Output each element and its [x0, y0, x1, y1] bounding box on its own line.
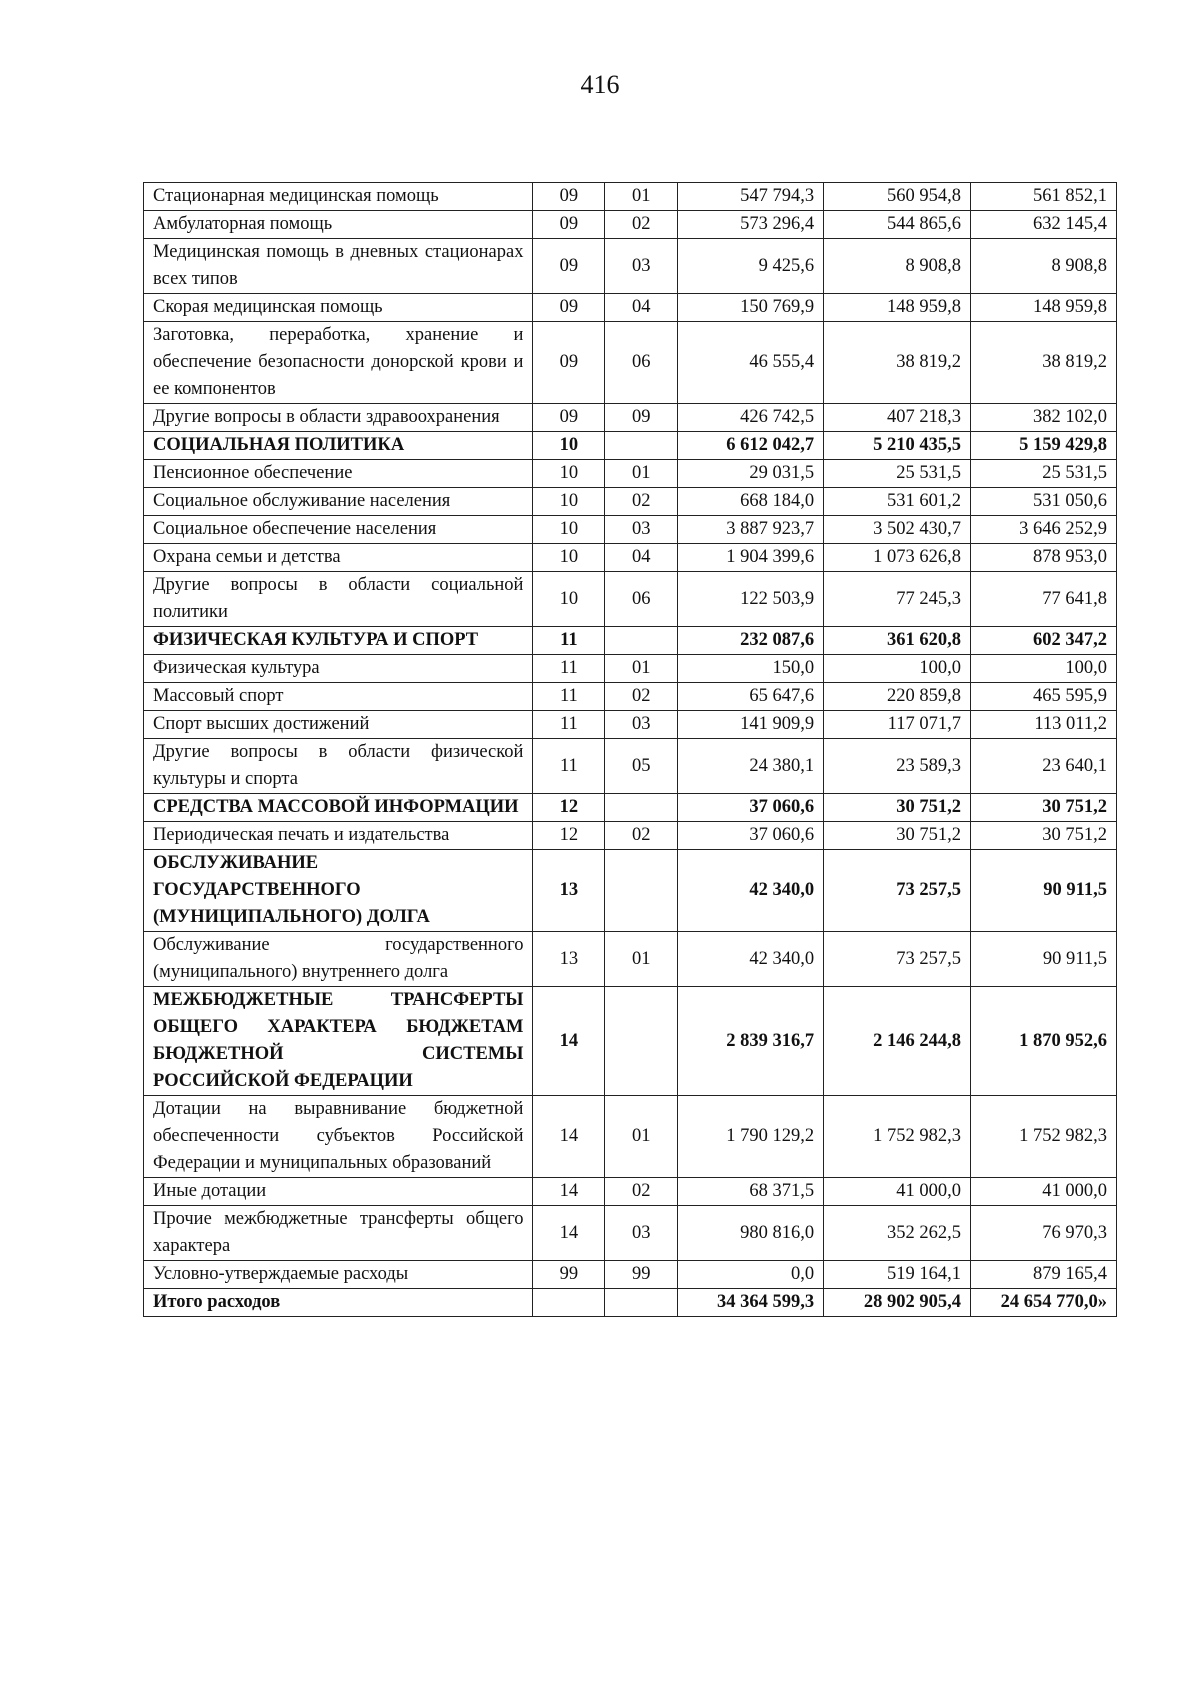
amount-year-2-cell: 38 819,2	[824, 322, 971, 404]
item-name-cell: Другие вопросы в области здравоохранения	[144, 404, 533, 432]
section-code-cell: 09	[533, 211, 605, 239]
item-name-cell: Социальное обеспечение населения	[144, 516, 533, 544]
subsection-code-cell: 99	[605, 1261, 678, 1289]
table-row	[144, 1178, 1117, 1206]
amount-year-3-cell: 531 050,6	[971, 488, 1117, 516]
amount-year-1-cell: 426 742,5	[678, 404, 824, 432]
subsection-code-cell: 04	[605, 544, 678, 572]
subsection-code-cell: 06	[605, 322, 678, 404]
section-code-cell: 09	[533, 183, 605, 211]
amount-year-1-cell: 42 340,0	[678, 932, 824, 987]
subsection-code-cell: 01	[605, 932, 678, 987]
item-name-cell: Спорт высших достижений	[144, 711, 533, 739]
section-total-row	[144, 850, 1117, 932]
item-name-cell: ФИЗИЧЕСКАЯ КУЛЬТУРА И СПОРТ	[144, 627, 533, 655]
amount-year-1-cell: 1 790 129,2	[678, 1096, 824, 1178]
section-code-cell: 11	[533, 739, 605, 794]
section-code-cell: 10	[533, 572, 605, 627]
amount-year-2-cell: 25 531,5	[824, 460, 971, 488]
item-name-cell: ОБСЛУЖИВАНИЕ ГОСУДАРСТВЕННОГО (МУНИЦИПАЛЬНОГО) ДОЛГА	[144, 850, 533, 932]
table-row	[144, 655, 1117, 683]
amount-year-3-cell: 76 970,3	[971, 1206, 1117, 1261]
amount-year-2-cell: 117 071,7	[824, 711, 971, 739]
amount-year-3-cell: 3 646 252,9	[971, 516, 1117, 544]
budget-table-body	[144, 183, 1117, 1317]
item-name-cell: Стационарная медицинская помощь	[144, 183, 533, 211]
item-name-cell: Итого расходов	[144, 1289, 533, 1317]
amount-year-3-cell: 879 165,4	[971, 1261, 1117, 1289]
amount-year-1-cell: 37 060,6	[678, 822, 824, 850]
section-code-cell: 99	[533, 1261, 605, 1289]
item-name-cell: Амбулаторная помощь	[144, 211, 533, 239]
amount-year-3-cell: 382 102,0	[971, 404, 1117, 432]
section-code-cell: 09	[533, 294, 605, 322]
section-code-cell: 11	[533, 683, 605, 711]
amount-year-3-cell: 1 870 952,6	[971, 987, 1117, 1096]
item-name-cell: Другие вопросы в области социальной политики	[144, 572, 533, 627]
amount-year-3-cell: 77 641,8	[971, 572, 1117, 627]
section-code-cell: 09	[533, 322, 605, 404]
amount-year-1-cell: 150 769,9	[678, 294, 824, 322]
amount-year-2-cell: 531 601,2	[824, 488, 971, 516]
amount-year-1-cell: 29 031,5	[678, 460, 824, 488]
subsection-code-cell: 02	[605, 488, 678, 516]
amount-year-1-cell: 3 887 923,7	[678, 516, 824, 544]
item-name-cell: Дотации на выравнивание бюджетной обеспеченности субъектов Российской Федерации и муниципальных образований	[144, 1096, 533, 1178]
amount-year-2-cell: 148 959,8	[824, 294, 971, 322]
amount-year-3-cell: 25 531,5	[971, 460, 1117, 488]
item-name-cell: Заготовка, переработка, хранение и обеспечение безопасности донорской крови и ее компонентов	[144, 322, 533, 404]
item-name-cell: СОЦИАЛЬНАЯ ПОЛИТИКА	[144, 432, 533, 460]
subsection-code-cell: 06	[605, 572, 678, 627]
amount-year-1-cell: 141 909,9	[678, 711, 824, 739]
subsection-code-cell: 01	[605, 1096, 678, 1178]
amount-year-2-cell: 2 146 244,8	[824, 987, 971, 1096]
amount-year-2-cell: 30 751,2	[824, 794, 971, 822]
subsection-code-cell	[605, 794, 678, 822]
item-name-cell: Физическая культура	[144, 655, 533, 683]
amount-year-2-cell: 352 262,5	[824, 1206, 971, 1261]
section-code-cell: 14	[533, 1178, 605, 1206]
item-name-cell: Другие вопросы в области физической культуры и спорта	[144, 739, 533, 794]
amount-year-2-cell: 73 257,5	[824, 850, 971, 932]
amount-year-2-cell: 77 245,3	[824, 572, 971, 627]
amount-year-1-cell: 573 296,4	[678, 211, 824, 239]
section-total-row	[144, 987, 1117, 1096]
table-row	[144, 294, 1117, 322]
amount-year-1-cell: 37 060,6	[678, 794, 824, 822]
section-code-cell: 11	[533, 655, 605, 683]
table-row	[144, 544, 1117, 572]
amount-year-2-cell: 73 257,5	[824, 932, 971, 987]
table-row	[144, 211, 1117, 239]
amount-year-1-cell: 46 555,4	[678, 322, 824, 404]
amount-year-2-cell: 30 751,2	[824, 822, 971, 850]
section-code-cell: 12	[533, 794, 605, 822]
subsection-code-cell: 03	[605, 1206, 678, 1261]
amount-year-2-cell: 3 502 430,7	[824, 516, 971, 544]
amount-year-3-cell: 90 911,5	[971, 850, 1117, 932]
section-code-cell: 10	[533, 488, 605, 516]
section-code-cell: 12	[533, 822, 605, 850]
amount-year-1-cell: 34 364 599,3	[678, 1289, 824, 1317]
section-code-cell: 10	[533, 460, 605, 488]
amount-year-3-cell: 30 751,2	[971, 822, 1117, 850]
section-code-cell: 10	[533, 516, 605, 544]
amount-year-1-cell: 0,0	[678, 1261, 824, 1289]
amount-year-3-cell: 878 953,0	[971, 544, 1117, 572]
amount-year-1-cell: 232 087,6	[678, 627, 824, 655]
amount-year-3-cell: 100,0	[971, 655, 1117, 683]
amount-year-1-cell: 65 647,6	[678, 683, 824, 711]
item-name-cell: СРЕДСТВА МАССОВОЙ ИНФОРМАЦИИ	[144, 794, 533, 822]
item-name-cell: Охрана семьи и детства	[144, 544, 533, 572]
table-row	[144, 183, 1117, 211]
amount-year-2-cell: 28 902 905,4	[824, 1289, 971, 1317]
amount-year-2-cell: 1 752 982,3	[824, 1096, 971, 1178]
amount-year-3-cell: 632 145,4	[971, 211, 1117, 239]
table-row	[144, 683, 1117, 711]
page-number: 416	[580, 70, 620, 99]
subsection-code-cell: 03	[605, 711, 678, 739]
amount-year-2-cell: 1 073 626,8	[824, 544, 971, 572]
item-name-cell: МЕЖБЮДЖЕТНЫЕ ТРАНСФЕРТЫ ОБЩЕГО ХАРАКТЕРА БЮДЖЕТАМ БЮДЖЕТНОЙ СИСТЕМЫ РОССИЙСКОЙ ФЕДЕРАЦИИ	[144, 987, 533, 1096]
section-code-cell: 14	[533, 987, 605, 1096]
amount-year-1-cell: 6 612 042,7	[678, 432, 824, 460]
subsection-code-cell	[605, 627, 678, 655]
item-name-cell: Медицинская помощь в дневных стационарах всех типов	[144, 239, 533, 294]
amount-year-2-cell: 23 589,3	[824, 739, 971, 794]
amount-year-2-cell: 361 620,8	[824, 627, 971, 655]
section-total-row	[144, 794, 1117, 822]
amount-year-2-cell: 5 210 435,5	[824, 432, 971, 460]
subsection-code-cell	[605, 850, 678, 932]
subsection-code-cell: 01	[605, 460, 678, 488]
section-total-row	[144, 627, 1117, 655]
amount-year-3-cell: 465 595,9	[971, 683, 1117, 711]
amount-year-3-cell: 8 908,8	[971, 239, 1117, 294]
amount-year-2-cell: 560 954,8	[824, 183, 971, 211]
section-total-row	[144, 432, 1117, 460]
amount-year-3-cell: 561 852,1	[971, 183, 1117, 211]
section-code-cell: 09	[533, 404, 605, 432]
section-code-cell	[533, 1289, 605, 1317]
section-code-cell: 13	[533, 850, 605, 932]
amount-year-1-cell: 150,0	[678, 655, 824, 683]
amount-year-1-cell: 668 184,0	[678, 488, 824, 516]
amount-year-2-cell: 407 218,3	[824, 404, 971, 432]
amount-year-1-cell: 980 816,0	[678, 1206, 824, 1261]
amount-year-3-cell: 30 751,2	[971, 794, 1117, 822]
item-name-cell: Иные дотации	[144, 1178, 533, 1206]
subsection-code-cell: 01	[605, 183, 678, 211]
amount-year-3-cell: 602 347,2	[971, 627, 1117, 655]
amount-year-1-cell: 122 503,9	[678, 572, 824, 627]
amount-year-2-cell: 220 859,8	[824, 683, 971, 711]
section-code-cell: 14	[533, 1096, 605, 1178]
amount-year-3-cell: 148 959,8	[971, 294, 1117, 322]
subsection-code-cell	[605, 1289, 678, 1317]
table-row	[144, 1096, 1117, 1178]
item-name-cell: Скорая медицинская помощь	[144, 294, 533, 322]
section-total-row	[144, 1289, 1117, 1317]
subsection-code-cell: 03	[605, 516, 678, 544]
item-name-cell: Пенсионное обеспечение	[144, 460, 533, 488]
amount-year-2-cell: 100,0	[824, 655, 971, 683]
budget-expenditure-table	[143, 182, 1117, 1317]
item-name-cell: Условно-утверждаемые расходы	[144, 1261, 533, 1289]
section-code-cell: 10	[533, 432, 605, 460]
section-code-cell: 11	[533, 627, 605, 655]
table-row	[144, 711, 1117, 739]
amount-year-3-cell: 113 011,2	[971, 711, 1117, 739]
table-row	[144, 1206, 1117, 1261]
amount-year-2-cell: 544 865,6	[824, 211, 971, 239]
subsection-code-cell: 02	[605, 211, 678, 239]
table-row	[144, 572, 1117, 627]
amount-year-3-cell: 38 819,2	[971, 322, 1117, 404]
section-code-cell: 14	[533, 1206, 605, 1261]
table-row	[144, 322, 1117, 404]
subsection-code-cell: 01	[605, 655, 678, 683]
amount-year-1-cell: 1 904 399,6	[678, 544, 824, 572]
subsection-code-cell: 02	[605, 683, 678, 711]
section-code-cell: 11	[533, 711, 605, 739]
subsection-code-cell: 09	[605, 404, 678, 432]
amount-year-1-cell: 9 425,6	[678, 239, 824, 294]
amount-year-3-cell: 1 752 982,3	[971, 1096, 1117, 1178]
table-row	[144, 488, 1117, 516]
amount-year-2-cell: 519 164,1	[824, 1261, 971, 1289]
amount-year-3-cell: 90 911,5	[971, 932, 1117, 987]
item-name-cell: Периодическая печать и издательства	[144, 822, 533, 850]
amount-year-3-cell: 41 000,0	[971, 1178, 1117, 1206]
table-row	[144, 739, 1117, 794]
amount-year-1-cell: 24 380,1	[678, 739, 824, 794]
subsection-code-cell: 02	[605, 822, 678, 850]
amount-year-1-cell: 68 371,5	[678, 1178, 824, 1206]
item-name-cell: Социальное обслуживание населения	[144, 488, 533, 516]
subsection-code-cell	[605, 987, 678, 1096]
amount-year-1-cell: 2 839 316,7	[678, 987, 824, 1096]
subsection-code-cell: 03	[605, 239, 678, 294]
table-row	[144, 239, 1117, 294]
section-code-cell: 13	[533, 932, 605, 987]
table-row	[144, 1261, 1117, 1289]
amount-year-3-cell: 23 640,1	[971, 739, 1117, 794]
item-name-cell: Массовый спорт	[144, 683, 533, 711]
amount-year-3-cell: 5 159 429,8	[971, 432, 1117, 460]
amount-year-1-cell: 547 794,3	[678, 183, 824, 211]
table-row	[144, 822, 1117, 850]
table-row	[144, 932, 1117, 987]
amount-year-2-cell: 8 908,8	[824, 239, 971, 294]
subsection-code-cell	[605, 432, 678, 460]
subsection-code-cell: 02	[605, 1178, 678, 1206]
section-code-cell: 10	[533, 544, 605, 572]
amount-year-2-cell: 41 000,0	[824, 1178, 971, 1206]
amount-year-3-cell: 24 654 770,0»	[971, 1289, 1117, 1317]
subsection-code-cell: 05	[605, 739, 678, 794]
table-row	[144, 404, 1117, 432]
subsection-code-cell: 04	[605, 294, 678, 322]
item-name-cell: Прочие межбюджетные трансферты общего характера	[144, 1206, 533, 1261]
table-row	[144, 460, 1117, 488]
table-row	[144, 516, 1117, 544]
amount-year-1-cell: 42 340,0	[678, 850, 824, 932]
item-name-cell: Обслуживание государственного (муниципального) внутреннего долга	[144, 932, 533, 987]
section-code-cell: 09	[533, 239, 605, 294]
